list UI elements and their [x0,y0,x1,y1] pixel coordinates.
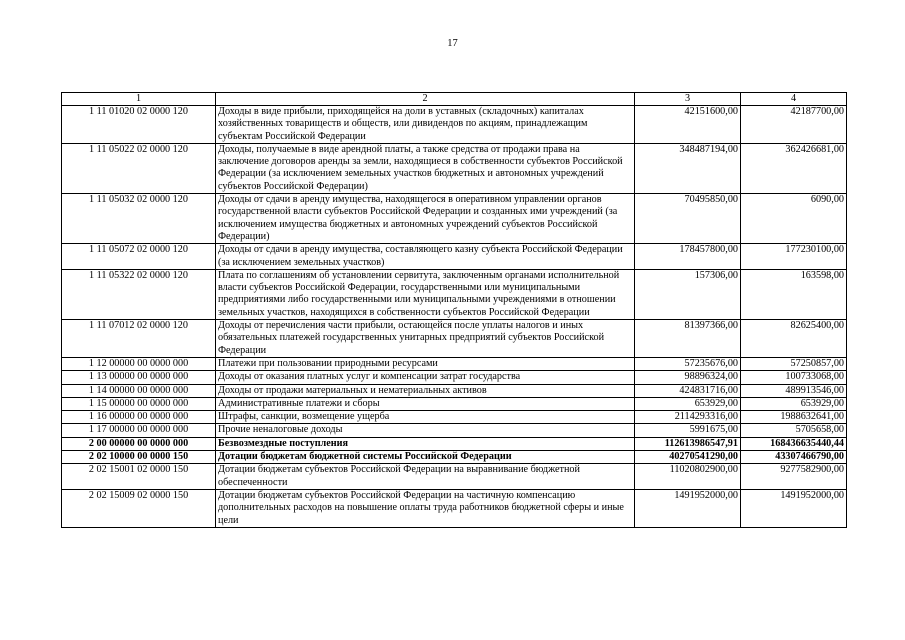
row-value-year-1-cell: 11020802900,00 [635,464,741,490]
table-row [62,106,847,144]
row-code-cell: 1 11 05322 02 0000 120 [62,269,216,319]
row-value-year-2-cell: 362426681,00 [741,143,847,193]
column-header-year-2: 4 [741,93,847,106]
column-header-year-1: 3 [635,93,741,106]
page-number: 17 [447,38,458,49]
row-code-cell: 1 16 00000 00 0000 000 [62,411,216,424]
row-value-year-1-cell: 653929,00 [635,397,741,410]
row-code-cell: 1 14 00000 00 0000 000 [62,384,216,397]
table-row [62,244,847,270]
row-value-year-1-cell: 2114293316,00 [635,411,741,424]
row-name-cell: Доходы, получаемые в виде арендной платы, а также средства от продажи права на заключение договоров аренды за земли, находящиеся в собственности субъектов Российской Федерации (за исключением земельных участков бюджетных и автономных учреждений субъектов Российской Федерации) [216,143,635,193]
row-name-cell: Дотации бюджетам субъектов Российской Федерации на выравнивание бюджетной обеспеченности [216,464,635,490]
row-name-cell: Доходы от перечисления части прибыли, остающейся после уплаты налогов и иных обязательных платежей государственных унитарных предприятий субъектов Российской Федерации [216,320,635,358]
table-row [62,411,847,424]
row-value-year-1-cell: 1491952000,00 [635,489,741,527]
table-row [62,464,847,490]
row-value-year-1-cell: 157306,00 [635,269,741,319]
table-row [62,357,847,370]
row-value-year-2-cell: 100733068,00 [741,371,847,384]
column-header-code: 1 [62,93,216,106]
row-value-year-2-cell: 82625400,00 [741,320,847,358]
row-code-cell: 2 02 15009 02 0000 150 [62,489,216,527]
row-value-year-1-cell: 424831716,00 [635,384,741,397]
row-value-year-2-cell: 177230100,00 [741,244,847,270]
row-value-year-1-cell: 98896324,00 [635,371,741,384]
column-header-name: 2 [216,93,635,106]
row-value-year-2-cell: 163598,00 [741,269,847,319]
row-name-cell: Безвозмездные поступления [216,437,635,450]
revenue-table [61,92,847,528]
table-row [62,424,847,437]
table-header-row [62,93,847,106]
row-value-year-2-cell: 9277582900,00 [741,464,847,490]
row-value-year-2-cell: 1491952000,00 [741,489,847,527]
row-code-cell: 1 12 00000 00 0000 000 [62,357,216,370]
row-name-cell: Доходы от сдачи в аренду имущества, составляющего казну субъекта Российской Федерации (за исключением земельных участков) [216,244,635,270]
row-name-cell: Административные платежи и сборы [216,397,635,410]
row-value-year-1-cell: 348487194,00 [635,143,741,193]
row-code-cell: 1 17 00000 00 0000 000 [62,424,216,437]
row-code-cell: 2 02 10000 00 0000 150 [62,451,216,464]
row-value-year-1-cell: 40270541290,00 [635,451,741,464]
row-name-cell: Доходы в виде прибыли, приходящейся на доли в уставных (складочных) капиталах хозяйственных товариществ и обществ, или дивидендов по акциям, принадлежащим субъектам Российской Федерации [216,106,635,144]
row-value-year-1-cell: 112613986547,91 [635,437,741,450]
row-value-year-1-cell: 81397366,00 [635,320,741,358]
row-value-year-2-cell: 1988632641,00 [741,411,847,424]
row-name-cell: Доходы от оказания платных услуг и компенсации затрат государства [216,371,635,384]
row-value-year-2-cell: 5705658,00 [741,424,847,437]
row-code-cell: 1 11 05022 02 0000 120 [62,143,216,193]
row-name-cell: Доходы от сдачи в аренду имущества, находящегося в оперативном управлении органов государственной власти субъектов Российской Федерации и созданных ими учреждений (за исключением имущества бюджетных и автономных учреждений субъектов Российской Федерации) [216,194,635,244]
row-value-year-2-cell: 57250857,00 [741,357,847,370]
table-body [62,106,847,528]
row-name-cell: Платежи при пользовании природными ресурсами [216,357,635,370]
row-name-cell: Прочие неналоговые доходы [216,424,635,437]
row-code-cell: 1 13 00000 00 0000 000 [62,371,216,384]
row-name-cell: Плата по соглашениям об установлении сервитута, заключенным органами исполнительной власти субъектов Российской Федерации, государственными или муниципальными предприятиями либо государственными или муниципальными учреждениями в отношении земельных участков, находящихся в собственности субъектов Российской Федерации [216,269,635,319]
row-name-cell: Доходы от продажи материальных и нематериальных активов [216,384,635,397]
row-value-year-2-cell: 168436635440,44 [741,437,847,450]
row-value-year-1-cell: 5991675,00 [635,424,741,437]
row-value-year-2-cell: 489913546,00 [741,384,847,397]
row-value-year-2-cell: 653929,00 [741,397,847,410]
table-row [62,371,847,384]
row-code-cell: 1 15 00000 00 0000 000 [62,397,216,410]
row-name-cell: Штрафы, санкции, возмещение ущерба [216,411,635,424]
table-row [62,437,847,450]
row-value-year-1-cell: 42151600,00 [635,106,741,144]
table-row [62,194,847,244]
row-value-year-2-cell: 43307466790,00 [741,451,847,464]
row-name-cell: Дотации бюджетам бюджетной системы Российской Федерации [216,451,635,464]
row-code-cell: 1 11 07012 02 0000 120 [62,320,216,358]
row-value-year-2-cell: 42187700,00 [741,106,847,144]
table-row [62,320,847,358]
row-code-cell: 1 11 05032 02 0000 120 [62,194,216,244]
table-row [62,143,847,193]
row-value-year-1-cell: 57235676,00 [635,357,741,370]
row-value-year-1-cell: 70495850,00 [635,194,741,244]
row-value-year-1-cell: 178457800,00 [635,244,741,270]
table-row [62,397,847,410]
row-code-cell: 1 11 05072 02 0000 120 [62,244,216,270]
row-code-cell: 2 00 00000 00 0000 000 [62,437,216,450]
row-code-cell: 1 11 01020 02 0000 120 [62,106,216,144]
table-row [62,384,847,397]
row-value-year-2-cell: 6090,00 [741,194,847,244]
table-row [62,489,847,527]
row-name-cell: Дотации бюджетам субъектов Российской Федерации на частичную компенсацию дополнительных расходов на повышение оплаты труда работников бюджетной сферы и иные цели [216,489,635,527]
table-row [62,451,847,464]
table-row [62,269,847,319]
row-code-cell: 2 02 15001 02 0000 150 [62,464,216,490]
